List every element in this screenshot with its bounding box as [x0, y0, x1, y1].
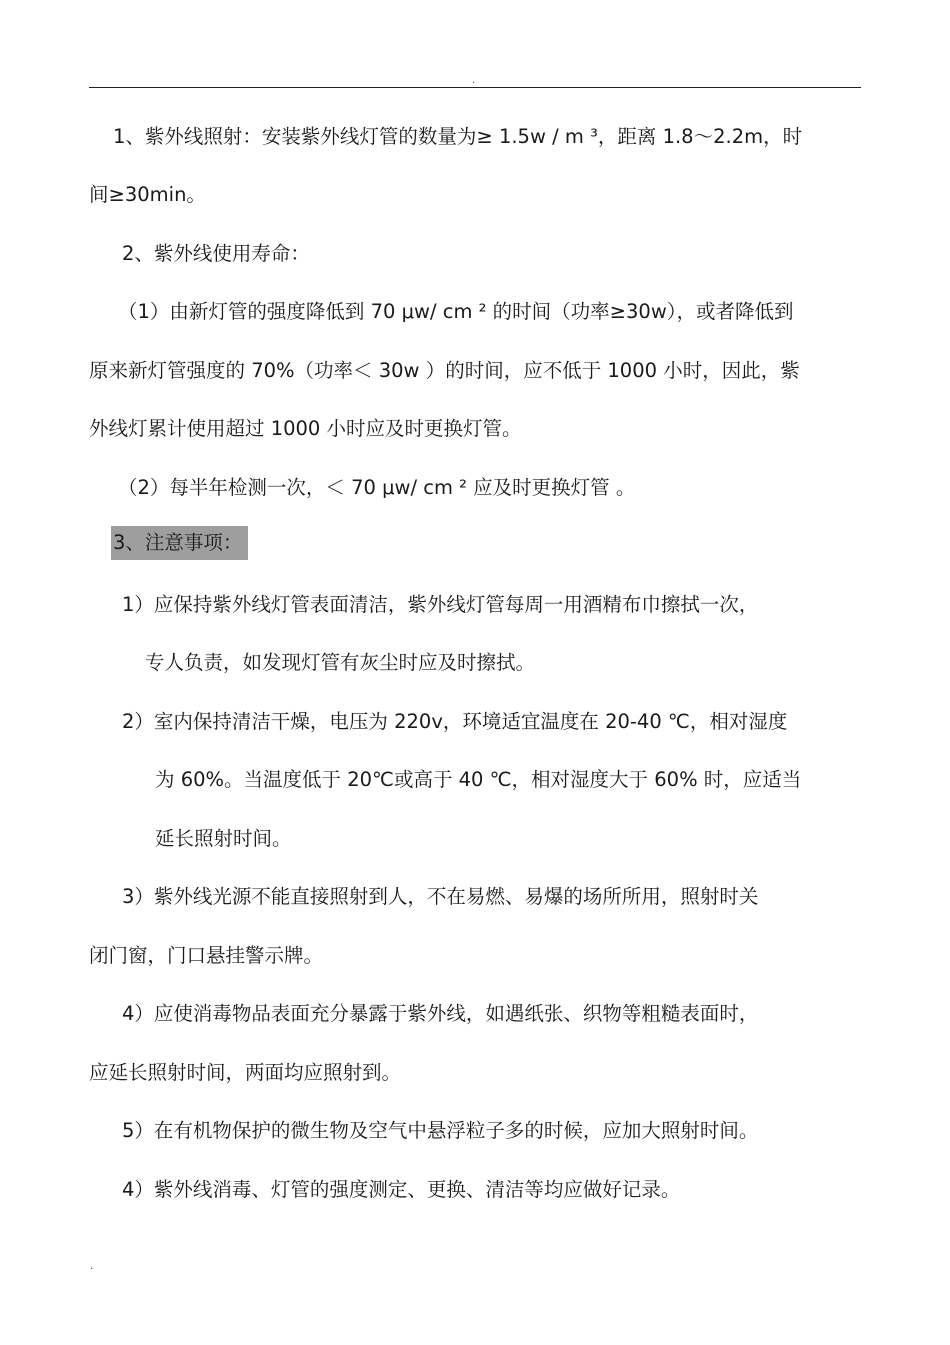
text-line-15: 闭门窗，门口悬挂警示牌。 [89, 944, 324, 967]
header-rule [89, 87, 861, 88]
text-line-10: 专人负责，如发现灯管有灰尘时应及时擦拭。 [145, 651, 536, 674]
text-line-17: 应延长照射时间，两面均应照射到。 [89, 1061, 402, 1084]
text-line-11: 2）室内保持清洁干燥，电压为 220v，环境适宜温度在 20-40 ℃，相对湿度 [122, 710, 788, 733]
text-line-2: 间≥30min。 [89, 183, 206, 206]
text-line-9: 1）应保持紫外线灯管表面清洁，紫外线灯管每周一用酒精布巾擦拭一次， [122, 593, 759, 616]
text-line-16: 4）应使消毒物品表面充分暴露于紫外线，如遇纸张、织物等粗糙表面时， [122, 1002, 759, 1025]
text-line-14: 3）紫外线光源不能直接照射到人，不在易燃、易爆的场所所用，照射时关 [122, 885, 759, 908]
text-line-12: 为 60%。当温度低于 20℃或高于 40 ℃，相对湿度大于 60% 时，应适当 [155, 768, 802, 791]
text-line-7: （2）每半年检测一次，＜ 70 μw/ cm ² 应及时更换灯管 。 [118, 476, 636, 499]
section-heading: 3、注意事项： [111, 526, 248, 560]
section-heading-highlight [111, 526, 248, 560]
text-line-3: 2、紫外线使用寿命： [122, 242, 310, 265]
text-line-4: （1）由新灯管的强度降低到 70 μw/ cm ² 的时间（功率≥30w），或者降低到 [118, 300, 794, 323]
header-dot: . [472, 75, 476, 86]
text-line-6: 外线灯累计使用超过 1000 小时应及时更换灯管。 [89, 417, 522, 440]
text-line-18: 5）在有机物保护的微生物及空气中悬浮粒子多的时候，应加大照射时间。 [122, 1119, 759, 1142]
footer-dot: . [90, 1261, 94, 1272]
text-line-19: 4）紫外线消毒、灯管的强度测定、更换、清洁等均应做好记录。 [122, 1178, 681, 1201]
text-line-13: 延长照射时间。 [155, 827, 292, 850]
text-line-5: 原来新灯管强度的 70%（功率＜ 30w ）的时间，应不低于 1000 小时，因此，紫 [89, 359, 800, 382]
text-line-1: 1、紫外线照射：安装紫外线灯管的数量为≥ 1.5w / m ³，距离 1.8～2.2m，时 [113, 125, 803, 148]
